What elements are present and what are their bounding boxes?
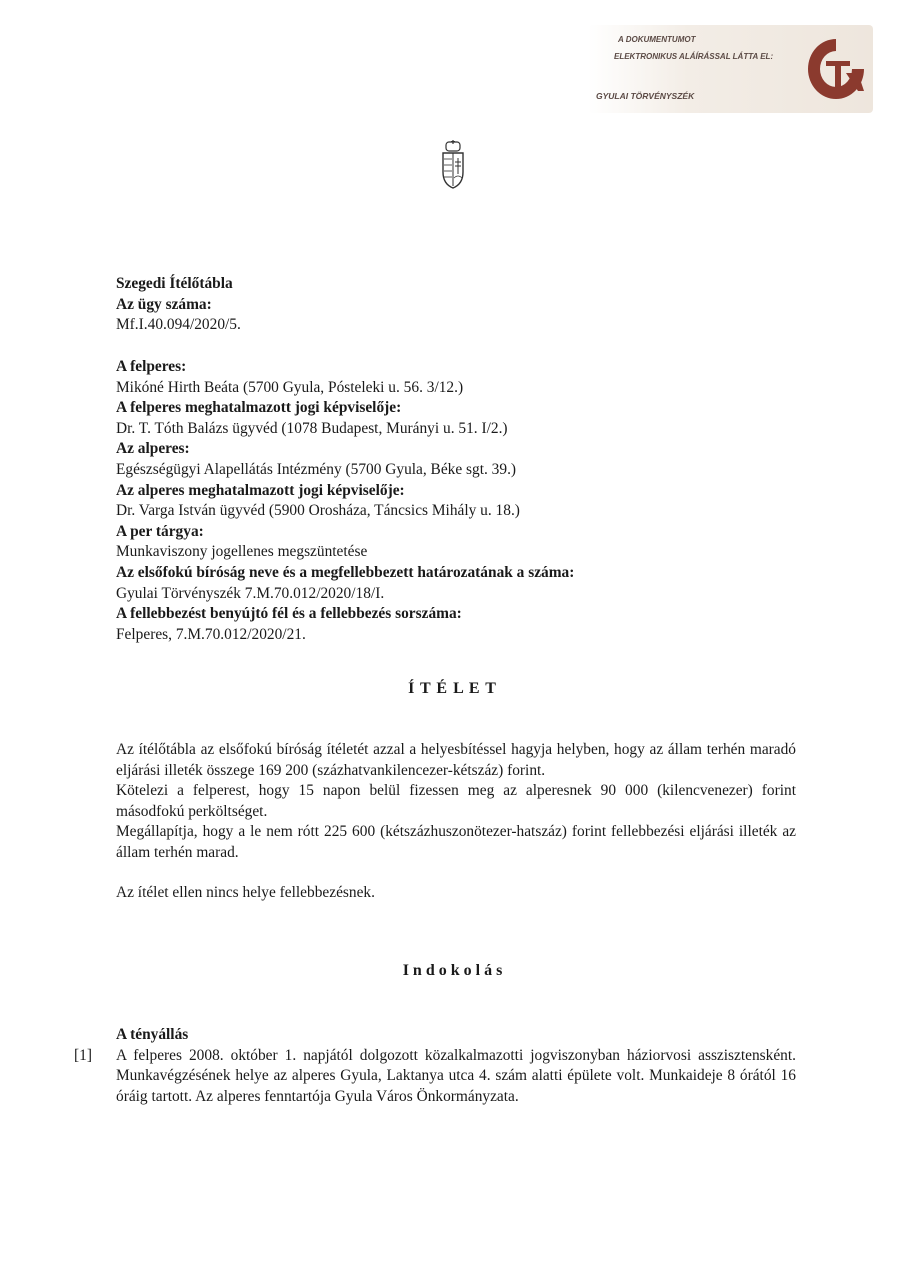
defendant-counsel-value: Dr. Varga István ügyvéd (5900 Orosháza, Táncsics Mihály u. 18.) — [116, 502, 520, 520]
reasoning-title: I n d o k o l á s — [402, 962, 503, 979]
stamp-line-2: ELEKTRONIKUS ALÁÍRÁSSAL LÁTTA EL: — [614, 52, 774, 61]
stamp-line-1: A DOKUMENTUMOT — [618, 35, 696, 44]
case-number-label: Az ügy száma: — [116, 295, 212, 313]
defendant-value: Egészségügyi Alapellátás Intézmény (5700 Gyula, Béke sgt. 39.) — [116, 460, 517, 478]
facts-paragraph: A felperes 2008. október 1. napjától dolgozott közalkalmazotti jogviszonyban háziorvosi asszisztensként. Munkavégzésének helye az alperes Gyula, Laktanya utca 4. szám alatti épülete volt. Munkaideje 8 órától 16 óráig tartott. Az alperes fenntartója Gyula Város Önkormányzata. — [116, 1046, 796, 1105]
subject-label: A per tárgya: — [116, 522, 204, 540]
verdict-paragraph: Megállapítja, hogy a le nem rótt 225 600 (kétszázhuszonötezer-hatszáz) forint fellebbezési eljárási illeték az állam terhén marad. — [116, 823, 796, 861]
verdict-paragraph: Kötelezi a felperest, hogy 15 napon belül fizessen meg az alperesnek 90 000 (kilencvenezer) forint másodfokú perköltséget. — [116, 782, 796, 820]
plaintiff-label: A felperes: — [116, 358, 187, 375]
first-instance-label: Az elsőfokú bíróság neve és a megfellebbezett határozatának a száma: — [116, 563, 575, 581]
facts-title: A tényállás — [116, 1026, 189, 1043]
coat-of-arms-icon — [440, 140, 466, 190]
paragraph-number: [1] — [74, 1046, 92, 1064]
plaintiff-counsel-value: Dr. T. Tóth Balázs ügyvéd (1078 Budapest, Murányi u. 51. I/2.) — [116, 419, 508, 437]
no-appeal-text: Az ítélet ellen nincs helye fellebbezésnek. — [116, 884, 375, 901]
verdict-paragraph: Az ítélőtábla az elsőfokú bíróság ítéletét azzal a helyesbítéssel hagyja helyben, hogy az állam terhén maradó eljárási illeték összege 169 200 (százhatvankilencezer-kétszáz) forint. — [116, 741, 796, 779]
appellant-value: Felperes, 7.M.70.012/2020/21. — [116, 625, 306, 643]
defendant-counsel-label: Az alperes meghatalmazott jogi képviselője: — [116, 481, 405, 499]
stamp-line-3: GYULAI TÖRVÉNYSZÉK — [596, 91, 695, 101]
facts-section — [116, 1025, 796, 1107]
court-logo-icon — [806, 35, 866, 101]
case-number: Mf.I.40.094/2020/5. — [116, 316, 241, 334]
plaintiff-value: Mikóné Hirth Beáta (5700 Gyula, Pósteleki u. 56. 3/12.) — [116, 378, 464, 396]
appellant-label: A fellebbezést benyújtó fél és a fellebbezés sorszáma: — [116, 605, 462, 623]
verdict-body — [116, 740, 796, 864]
subject-value: Munkaviszony jogellenes megszüntetése — [116, 543, 368, 561]
defendant-label: Az alperes: — [116, 440, 190, 458]
signature-stamp — [588, 25, 873, 113]
first-instance-value: Gyulai Törvényszék 7.M.70.012/2020/18/I. — [116, 584, 385, 602]
no-appeal-note — [116, 883, 796, 904]
parties-block — [116, 357, 796, 645]
verdict-title: Í T É L E T — [408, 680, 497, 697]
court-name: Szegedi Ítélőtábla — [116, 275, 233, 292]
plaintiff-counsel-label: A felperes meghatalmazott jogi képviselője: — [116, 399, 402, 417]
case-header — [116, 274, 796, 336]
